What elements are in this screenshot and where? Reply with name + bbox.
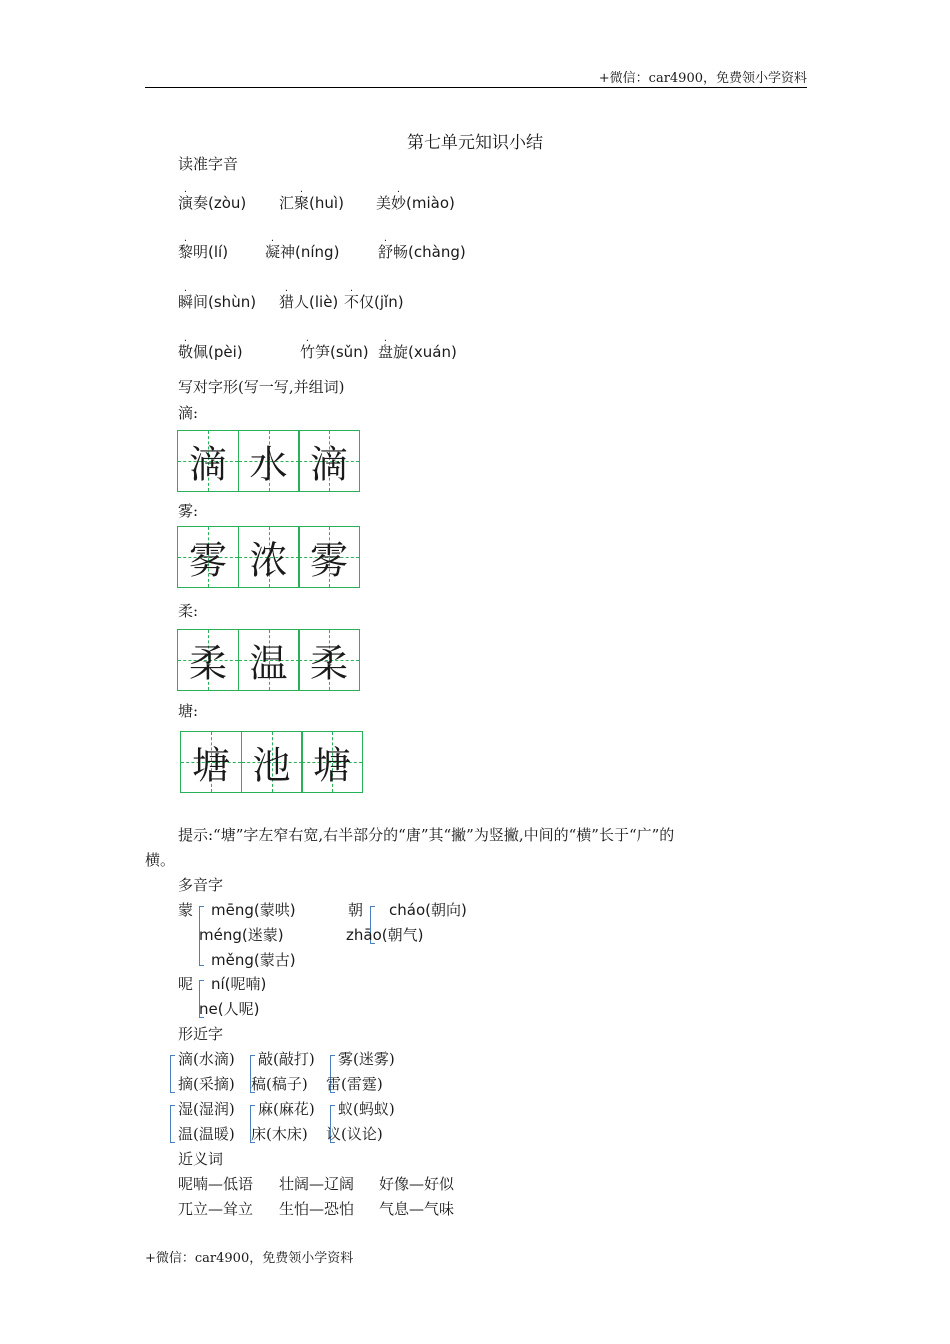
pron-text: 神(níng) [280, 243, 340, 261]
pron-item [378, 233, 466, 262]
pron-char: 聚 [294, 194, 310, 212]
glyph-label-rou: 柔: [178, 602, 199, 620]
pron-text: 间(shùn) [193, 293, 257, 311]
glyph-cell: 水 [238, 430, 300, 492]
pron-dotted-char [294, 184, 310, 213]
polyphone-reading: ní(呢喃) [211, 975, 267, 993]
pron-text: (huì) [309, 194, 344, 212]
pron-item [178, 233, 229, 262]
pron-char: 演 [178, 194, 194, 212]
similar-word: 雾(迷雾) [338, 1050, 395, 1068]
emphasis-dot-icon: . [305, 333, 310, 344]
polyphone-char-chao: 朝 [348, 901, 364, 919]
glyph-cell: 雾 [298, 526, 360, 588]
pron-dotted-char [344, 283, 360, 312]
similar-word: 湿(湿润) [178, 1100, 235, 1118]
polyphone-char-meng: 蒙 [178, 901, 194, 919]
pron-text: 明(lí) [193, 243, 229, 261]
pron-char: 猎 [279, 293, 295, 311]
glyph-cell: 柔 [177, 629, 239, 691]
glyph-grid-wu [177, 526, 360, 588]
pron-char: 敬 [178, 343, 194, 361]
hint-line-1: 提示:“塘”字左窄右宽,右半部分的“唐”其“撇”为竖撇,中间的“横”长于“广”的 [178, 826, 675, 844]
brace-icon [170, 1105, 175, 1143]
pron-item [300, 333, 369, 362]
pron-text: 汇 [279, 194, 295, 212]
pron-dotted-char [279, 283, 295, 312]
pron-text: (miào) [406, 194, 455, 212]
brace-icon [170, 1055, 175, 1093]
pron-dotted-char [391, 184, 407, 213]
pron-item [279, 283, 339, 312]
hint-line-2: 横。 [145, 851, 176, 869]
section-polyphone: 多音字 [178, 876, 224, 894]
emphasis-dot-icon: . [270, 233, 275, 244]
similar-word: 摘(采摘) [178, 1075, 235, 1093]
similar-word: 稿(稿子) [251, 1075, 308, 1093]
similar-word: 蚁(蚂蚁) [338, 1100, 395, 1118]
polyphone-char-ni: 呢 [178, 975, 194, 993]
polyphone-reading: mēng(蒙哄) [211, 901, 296, 919]
pron-char: 不 [344, 293, 360, 311]
polyphone-reading: zhāo(朝气) [346, 926, 424, 944]
pron-dotted-char [178, 283, 194, 312]
glyph-grid-tang [180, 731, 363, 793]
polyphone-reading: cháo(朝向) [389, 901, 467, 919]
synonym-pair: 呢喃—低语 [178, 1175, 254, 1193]
section-synonyms: 近义词 [178, 1150, 224, 1168]
glyph-grid-di [177, 430, 360, 492]
pron-char: 黎 [178, 243, 194, 261]
similar-word: 床(木床) [251, 1125, 308, 1143]
footer-note: +微信：car4900，免费领小学资料 [145, 1251, 354, 1266]
similar-word: 议(议论) [326, 1125, 383, 1143]
pron-char: 舒 [378, 243, 394, 261]
header-note: +微信：car4900，免费领小学资料 [598, 71, 807, 86]
pron-item [178, 333, 243, 362]
section-similar-shape: 形近字 [178, 1025, 224, 1043]
pron-text: 奏(zòu) [193, 194, 247, 212]
pron-item [344, 283, 404, 312]
pron-item [378, 333, 457, 362]
similar-word: 滴(水滴) [178, 1050, 235, 1068]
emphasis-dot-icon: . [383, 333, 388, 344]
synonym-pair: 兀立—耸立 [178, 1200, 254, 1218]
emphasis-dot-icon: . [349, 283, 354, 294]
pron-text: 仅(jǐn) [359, 293, 404, 311]
pron-text: 畅(chàng) [393, 243, 466, 261]
synonym-pair: 生怕—恐怕 [279, 1200, 355, 1218]
polyphone-reading: méng(迷蒙) [199, 926, 284, 944]
pron-item [178, 283, 257, 312]
pron-char: 妙 [391, 194, 407, 212]
section-pronunciation: 读准字音 [178, 155, 239, 173]
pron-item [265, 233, 340, 262]
pron-char: 竹 [300, 343, 316, 361]
pron-item [376, 184, 455, 213]
pron-text: 笋(sǔn) [315, 343, 369, 361]
pron-char: 凝 [265, 243, 281, 261]
similar-word: 雷(雷霆) [326, 1075, 383, 1093]
pron-item [279, 184, 344, 213]
glyph-cell: 池 [241, 731, 303, 793]
synonym-pair: 气息—气味 [379, 1200, 455, 1218]
pron-text: 佩(pèi) [193, 343, 243, 361]
glyph-label-di: 滴: [178, 404, 199, 422]
emphasis-dot-icon: . [383, 233, 388, 244]
polyphone-reading: měng(蒙古) [211, 951, 296, 969]
pron-dotted-char [378, 333, 394, 362]
pron-char: 瞬 [178, 293, 194, 311]
glyph-cell: 塘 [301, 731, 363, 793]
similar-word: 麻(麻花) [258, 1100, 315, 1118]
pron-dotted-char [300, 333, 316, 362]
pron-dotted-char [178, 233, 194, 262]
glyph-cell: 温 [238, 629, 300, 691]
page-title: 第七单元知识小结 [407, 133, 543, 153]
pron-dotted-char [178, 184, 194, 213]
glyph-cell: 滴 [177, 430, 239, 492]
emphasis-dot-icon: . [183, 233, 188, 244]
polyphone-reading: ne(人呢) [199, 1000, 260, 1018]
section-glyph: 写对字形(写一写,并组词) [178, 378, 345, 396]
emphasis-dot-icon: . [284, 283, 289, 294]
glyph-label-tang: 塘: [178, 702, 199, 720]
pron-dotted-char [178, 333, 194, 362]
pron-dotted-char [265, 233, 281, 262]
glyph-cell: 滴 [298, 430, 360, 492]
pron-text: 旋(xuán) [393, 343, 457, 361]
emphasis-dot-icon: . [396, 184, 401, 195]
emphasis-dot-icon: . [299, 184, 304, 195]
pron-text: 人(liè) [294, 293, 339, 311]
glyph-cell: 浓 [238, 526, 300, 588]
emphasis-dot-icon: . [183, 283, 188, 294]
glyph-cell: 柔 [298, 629, 360, 691]
pron-char: 盘 [378, 343, 394, 361]
glyph-cell: 塘 [180, 731, 242, 793]
pron-item [178, 184, 247, 213]
header-divider [145, 87, 807, 88]
emphasis-dot-icon: . [183, 333, 188, 344]
synonym-pair: 壮阔—辽阔 [279, 1175, 355, 1193]
glyph-cell: 雾 [177, 526, 239, 588]
glyph-grid-rou [177, 629, 360, 691]
similar-word: 敲(敲打) [258, 1050, 315, 1068]
pron-dotted-char [378, 233, 394, 262]
similar-word: 温(温暖) [178, 1125, 235, 1143]
emphasis-dot-icon: . [183, 184, 188, 195]
glyph-label-wu: 雾: [178, 502, 199, 520]
pron-text: 美 [376, 194, 392, 212]
synonym-pair: 好像—好似 [379, 1175, 455, 1193]
